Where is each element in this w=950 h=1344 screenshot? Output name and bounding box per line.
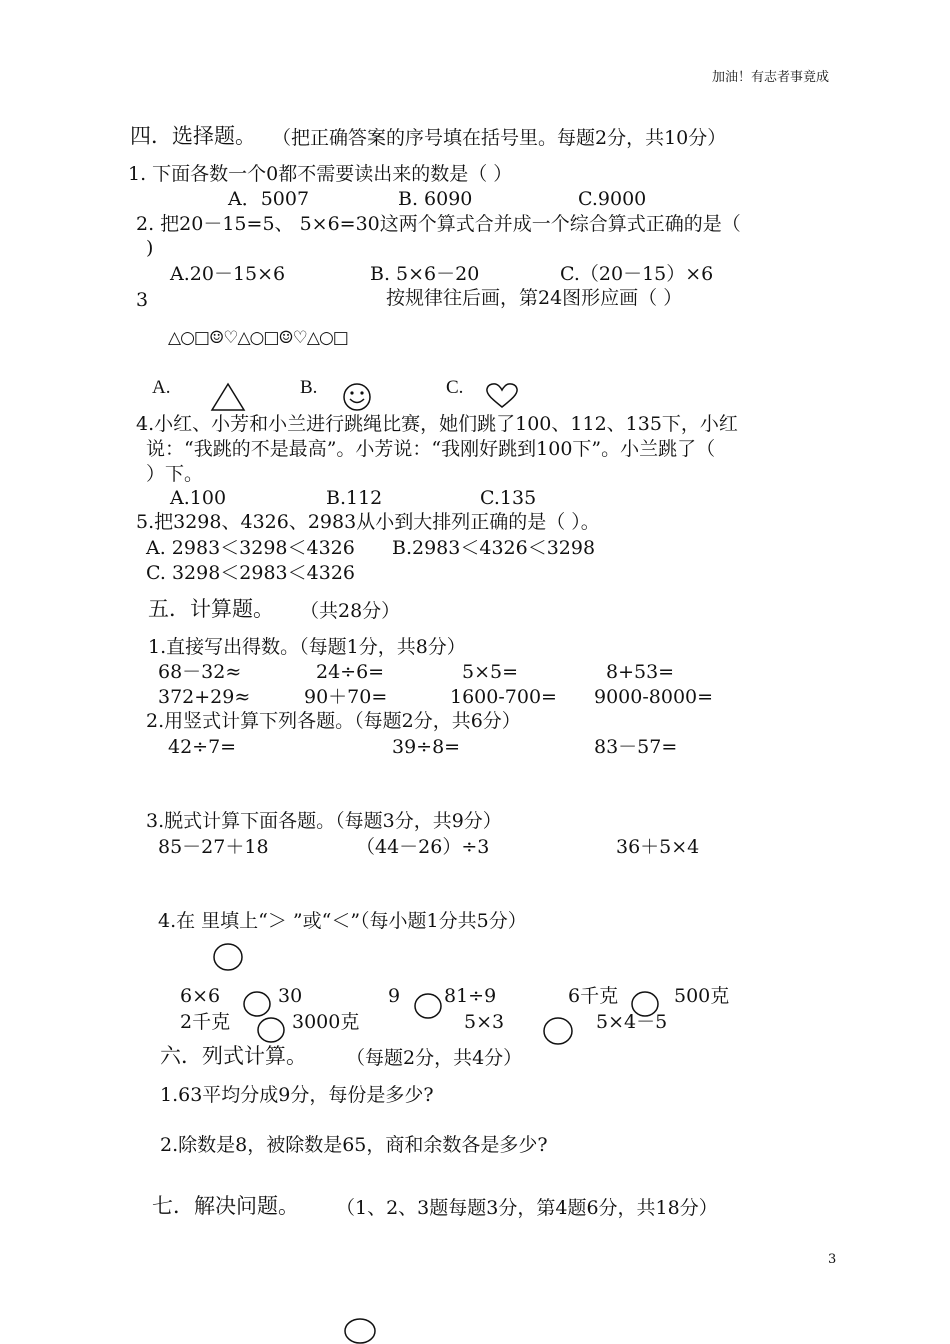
q1-option-c: C.9000 <box>578 188 647 210</box>
calc-item: 9000-8000= <box>594 686 714 708</box>
calc-item: 24÷6= <box>316 661 385 683</box>
section7-note: （1、2、3题每题3分，第4题6分，共18分） <box>336 1197 718 1219</box>
compare-item: 5×4－5 <box>596 1011 668 1033</box>
compare-item: 30 <box>278 985 303 1007</box>
q4-line1: 4.小红、小芳和小兰进行跳绳比赛，她们跳了100、112、135下，小红 <box>136 413 738 435</box>
calc-item: 8+53= <box>606 661 675 683</box>
vertical-calc-item: 83－57= <box>594 736 678 758</box>
compare-item: 6×6 <box>180 985 221 1007</box>
vertical-calc-item: 39÷8= <box>392 736 461 758</box>
section7-title: 七．解决问题。 <box>152 1194 299 1218</box>
heart-icon <box>484 380 520 410</box>
circle-blank[interactable] <box>242 990 272 1018</box>
calc-item: 5×5= <box>462 661 519 683</box>
section6-q2: 2.除数是8，被除数是65，商和余数各是多少? <box>160 1134 548 1156</box>
smiley-icon <box>341 382 373 412</box>
q2-option-a: A.20－15×6 <box>170 263 286 285</box>
q3-option-a: A. <box>152 377 171 398</box>
q2-text: 2. 把20－15=5、 5×6=30这两个算式合并成一个综合算式正确的是（ <box>136 213 741 235</box>
section5-title: 五．计算题。 <box>148 597 274 621</box>
header-motto: 加油！有志者事竟成 <box>712 70 830 85</box>
calc-item: 90＋70= <box>304 686 388 708</box>
compare-item: 2千克 <box>180 1011 231 1033</box>
section5-note: （共28分） <box>300 600 401 622</box>
compare-item: 9 <box>388 985 401 1007</box>
circle-blank[interactable] <box>542 1016 574 1046</box>
part4-title: 4.在 里填上“＞ ”或“＜”（每小题1分共5分） <box>158 910 527 932</box>
calc-item: 372+29≈ <box>158 686 251 708</box>
compare-item: 500克 <box>674 985 730 1007</box>
section6-note: （每题2分，共4分） <box>346 1047 523 1069</box>
q1-text: 1. 下面各数一个0都不需要读出来的数是（ ） <box>128 163 513 185</box>
q2-text-cont: ) <box>146 237 154 259</box>
section4-title: 四．选择题。 <box>130 124 256 148</box>
section4-note: （把正确答案的序号填在括号里。每题2分，共10分） <box>272 127 727 149</box>
q1-option-b: B. 6090 <box>398 188 473 210</box>
triangle-icon <box>210 382 246 412</box>
q4-line3: ）下。 <box>146 463 204 485</box>
q3-option-c: C. <box>446 377 464 398</box>
q3-number: 3 <box>136 289 149 311</box>
vertical-calc-item: 42÷7= <box>168 736 237 758</box>
part3-title: 3.脱式计算下面各题。（每题3分，共9分） <box>146 810 502 832</box>
circle-blank[interactable] <box>343 1316 377 1344</box>
part2-title: 2.用竖式计算下列各题。（每题2分，共6分） <box>146 710 521 732</box>
q5-option-c: C. 3298＜2983＜4326 <box>146 562 356 584</box>
calc-item: 68－32≈ <box>158 661 242 683</box>
page-number: 3 <box>828 1252 837 1267</box>
circle-blank[interactable] <box>212 942 244 972</box>
q5-option-a: A. 2983＜3298＜4326 <box>146 537 355 559</box>
q4-option-b: B.112 <box>326 487 383 509</box>
q2-option-b: B. 5×6－20 <box>370 263 480 285</box>
q4-option-c: C.135 <box>480 487 537 509</box>
q4-option-a: A.100 <box>170 487 227 509</box>
q3-shape-sequence: △○□☺♡△○□☺♡△○□ <box>168 328 348 348</box>
part1-title: 1.直接写出得数。（每题1分，共8分） <box>148 636 466 658</box>
compare-item: 6千克 <box>568 985 619 1007</box>
step-calc-item: （44－26）÷3 <box>356 836 490 858</box>
compare-item: 81÷9 <box>444 985 497 1007</box>
circle-blank[interactable] <box>413 992 443 1020</box>
q3-option-b: B. <box>300 377 318 398</box>
q5-text: 5.把3298、4326、2983从小到大排列正确的是（ ）。 <box>136 511 600 533</box>
q1-option-a: A．5007 <box>228 188 310 210</box>
q5-option-b: B.2983＜4326＜3298 <box>392 537 596 559</box>
section6-q1: 1.63平均分成9分，每份是多少? <box>160 1084 434 1106</box>
step-calc-item: 36＋5×4 <box>616 836 700 858</box>
circle-blank[interactable] <box>256 1016 286 1044</box>
calc-item: 1600-700= <box>450 686 557 708</box>
q3-text: 按规律往后画，第24图形应画（ ） <box>386 287 683 309</box>
compare-item: 5×3 <box>464 1011 505 1033</box>
step-calc-item: 85－27＋18 <box>158 836 269 858</box>
q2-option-c: C.（20－15）×6 <box>560 263 714 285</box>
compare-item: 3000克 <box>292 1011 360 1033</box>
q4-line2: 说：“我跳的不是最高”。小芳说：“我刚好跳到100下”。小兰跳了（ <box>146 438 716 460</box>
section6-title: 六．列式计算。 <box>160 1044 307 1068</box>
